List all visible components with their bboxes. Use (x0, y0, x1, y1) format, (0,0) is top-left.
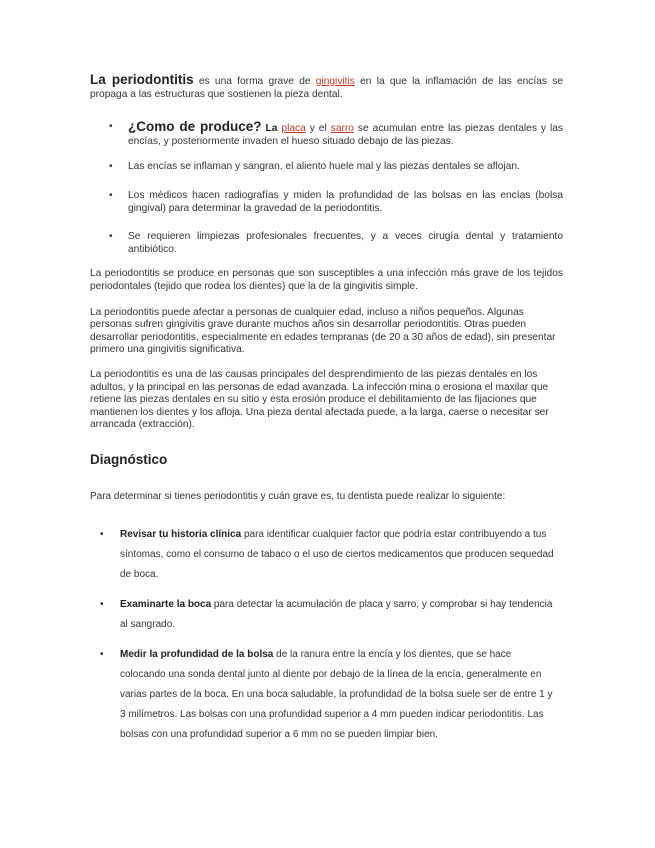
item4-text: Se requieren limpiezas profesionales frecuentes, y a veces cirugía dental y tratamiento antibiótico. (128, 231, 563, 255)
bullet-icon: • (109, 161, 113, 173)
diagnosis-item-bold: Examinarte la boca (120, 598, 212, 610)
diagnosis-item-text: para detectar la acumulación de placa y sarro, y comprobar si hay tendencia al sangrado. (120, 598, 553, 630)
list-item (90, 645, 563, 745)
document-page (90, 74, 563, 745)
diagnosis-bullet-list (90, 525, 563, 745)
bullet-icon: • (100, 598, 104, 610)
item3-text: Los médicos hacen radiografías y miden la profundidad de las bolsas en las encías (bolsa gingival) para determinar la gravedad de la periodontitis. (128, 189, 563, 214)
intro-text-2: en la que la inflamación de las encías se propaga a las estructuras que sostienen la pieza dental. (90, 76, 563, 100)
intro-term: La periodontitis (90, 72, 194, 87)
diagnosis-item-bold: Medir la profundidad de la bolsa (120, 648, 274, 660)
intro-text-1: es una forma grave de (193, 76, 316, 87)
list-item (90, 190, 563, 215)
bullet-icon: • (109, 231, 113, 243)
list-item (90, 595, 563, 635)
diagnosis-item-text: de la ranura entre la encía y los dientes, que se hace colocando una sonda dental junto al diente por debajo de la línea de la encía, generalmente en varias partes de la boca. En una boca saludable, la profundidad de la bolsa suele ser de entre 1 y 3 milímetros. Las bolsas con una profundidad superior a 4 mm pueden indicar periodontitis. Las bolsas con una profundidad superior a 6 mm no se pueden limpiar bien. (120, 648, 553, 740)
diagnosis-heading: Diagnóstico (90, 451, 168, 467)
question-heading: ¿Como de produce? (128, 119, 262, 135)
diagnosis-item-text: para identificar cualquier factor que podría estar contribuyendo a tus síntomas, como el consumo de tabaco o el uso de ciertos medicamentos que producen sequedad de boca. (120, 528, 554, 580)
paragraph-susceptible: La periodontitis se produce en personas que son susceptibles a una infección más grave de los tejidos periodontales (tejido que rodea los dientes) que la de la gingivitis simple. (90, 268, 563, 292)
item1-text-rest: se acumulan entre las piezas dentales y las encías, y posteriormente invaden el hueso situado debajo de las piezas. (128, 123, 563, 147)
item2-text: Las encías se inflaman y sangran, el aliento huele mal y las piezas dentales se aflojan. (128, 161, 520, 173)
sarro-link[interactable]: sarro (330, 123, 354, 135)
summary-bullet-list (90, 121, 563, 256)
intro-paragraph (90, 74, 563, 101)
bullet-icon: • (109, 189, 113, 201)
list-item (90, 161, 563, 174)
list-item (90, 525, 563, 585)
diagnosis-intro: Para determinar si tienes periodontitis y cuán grave es, tu dentista puede realizar lo siguiente: (90, 490, 506, 502)
list-item (90, 231, 563, 256)
list-item (90, 121, 563, 148)
diagnosis-item-bold: Revisar tu historia clínica (120, 528, 242, 540)
bullet-icon: • (100, 528, 104, 540)
bullet-icon: • (100, 648, 104, 660)
bullet-icon: • (109, 121, 113, 133)
paragraph-causes: La periodontitis es una de las causas principales del desprendimiento de las piezas dentales en los adultos, y la principal en las personas de edad avanzada. La infección mina o erosiona el maxilar que retiene las piezas dentales en su sitio y esta erosión produce el debilitamiento de las fijaciones que mantienen los dientes y los afloja. Una pieza dental afectada puede, a la larga, caerse o necesitar ser arrancada (extracción). (90, 368, 549, 431)
gingivitis-link[interactable]: gingivitis (315, 76, 355, 87)
placa-link[interactable]: placa (281, 123, 306, 135)
paragraph-age: La periodontitis puede afectar a personas de cualquier edad, incluso a niños pequeños. Algunas personas sufren gingivitis grave durante muchos años sin desarrollar periodontitis. Otras pueden desarrollar periodontitis, especialmente en edades tempranas (de 20 a 30 años de edad), sin presentar primero una gingivitis significativa. (90, 306, 556, 356)
question-bold-la: La (261, 123, 278, 135)
item1-text-y-el: y el (305, 123, 331, 135)
